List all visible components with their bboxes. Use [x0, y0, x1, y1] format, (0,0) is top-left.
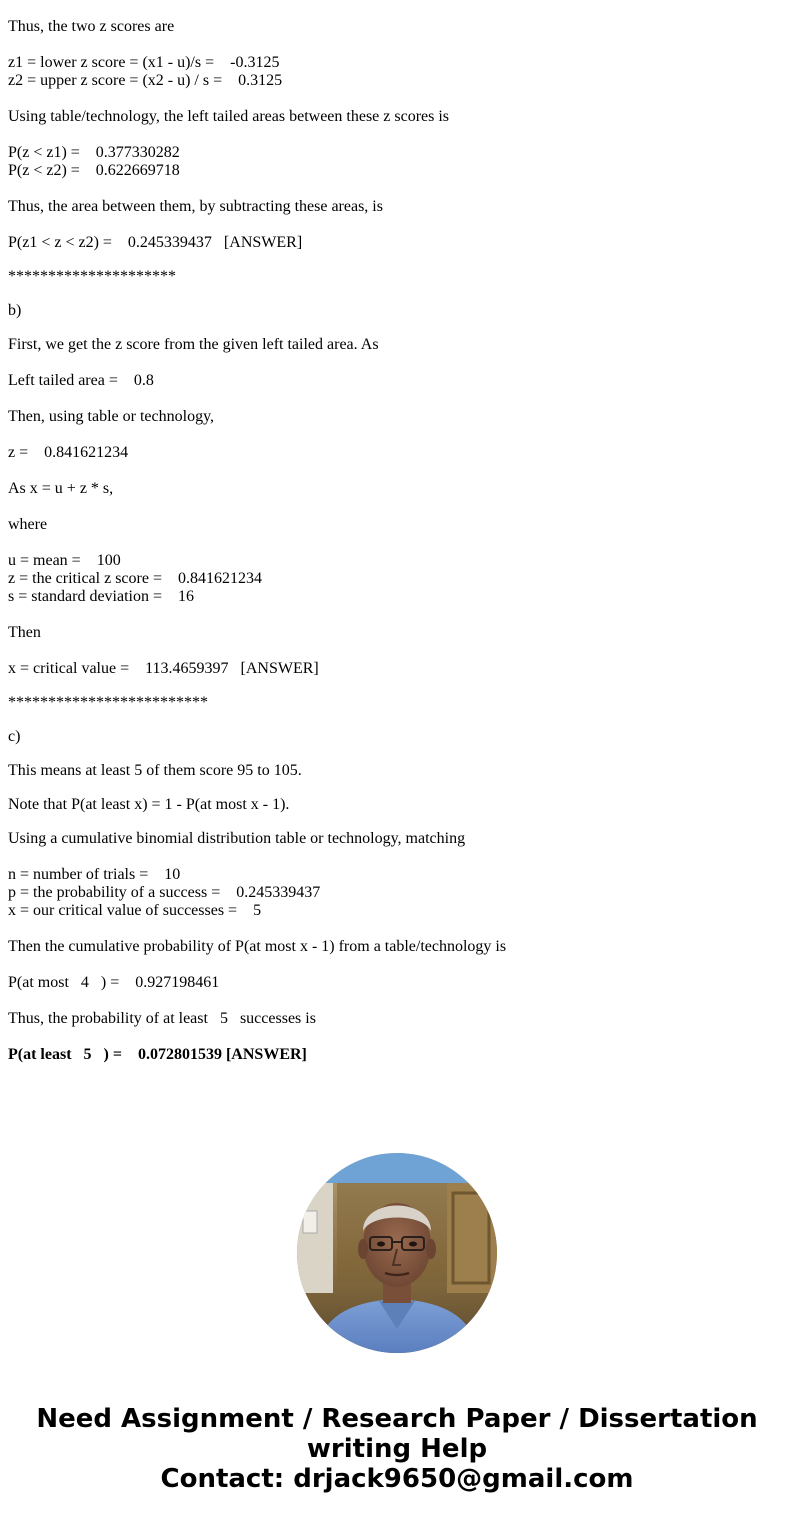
binomial-params-block	[8, 866, 778, 920]
thus-line: Thus, the probability of at least 5 successes is	[8, 1010, 316, 1027]
formula-block	[8, 480, 778, 498]
note-line: Note that P(at least x) = 1 - P(at most x - 1).	[8, 796, 290, 813]
part-b-intro-block	[8, 336, 778, 354]
cumulative-block	[8, 938, 778, 956]
mean-line: u = mean = 100	[8, 552, 121, 569]
trials-line: n = number of trials = 10	[8, 866, 181, 883]
table-intro-block	[8, 108, 778, 126]
variables-block	[8, 552, 778, 606]
at-most-block	[8, 974, 778, 992]
p1-line: P(z < z1) = 0.377330282	[8, 144, 180, 161]
part-c-label-block	[8, 728, 778, 746]
part-a-answer: P(z1 < z < z2) = 0.245339437 [ANSWER]	[8, 234, 303, 251]
cumulative-line: Then the cumulative probability of P(at most x - 1) from a table/technology is	[8, 938, 507, 955]
part-b-intro: First, we get the z score from the given left tailed area. As	[8, 336, 379, 353]
left-area-line: Left tailed area = 0.8	[8, 372, 154, 389]
note-block	[8, 796, 778, 814]
z1-line: z1 = lower z score = (x1 - u)/s = -0.3125	[8, 54, 280, 71]
part-a-separator-block	[8, 268, 778, 286]
left-areas-block	[8, 144, 778, 180]
then-block	[8, 624, 778, 642]
part-b-answer: x = critical value = 113.4659397 [ANSWER]	[8, 660, 319, 677]
part-a-intro-block	[8, 18, 778, 36]
using-line: Then, using table or technology,	[8, 408, 215, 425]
subtract-intro-block	[8, 198, 778, 216]
formula-line: As x = u + z * s,	[8, 480, 114, 497]
std-dev-line: s = standard deviation = 16	[8, 588, 195, 605]
left-area-block	[8, 372, 778, 390]
probability-line: p = the probability of a success = 0.245339437	[8, 884, 321, 901]
p2-line: P(z < z2) = 0.622669718	[8, 162, 180, 179]
where-block	[8, 516, 778, 534]
part-c-label: c)	[8, 728, 21, 745]
successes-line: x = our critical value of successes = 5	[8, 902, 262, 919]
subtract-intro: Thus, the area between them, by subtracting these areas, is	[8, 198, 383, 215]
z-block	[8, 444, 778, 462]
binomial-using-line: Using a cumulative binomial distribution table or technology, matching	[8, 830, 466, 847]
author-avatar	[297, 1153, 497, 1353]
separator: *************************	[8, 694, 208, 711]
z-scores-block	[8, 54, 778, 90]
part-a-answer-block	[8, 234, 778, 252]
solution-text	[8, 0, 778, 1082]
meaning-line: This means at least 5 of them score 95 to 105.	[8, 762, 302, 779]
part-c-answer-block	[8, 1046, 778, 1064]
promo-line-1: Need Assignment / Research Paper / Dissertation	[36, 1404, 758, 1434]
at-most-line: P(at most 4 ) = 0.927198461	[8, 974, 220, 991]
separator: *********************	[8, 268, 176, 285]
z2-line: z2 = upper z score = (x2 - u) / s = 0.3125	[8, 72, 283, 89]
part-b-separator-block	[8, 694, 778, 712]
part-c-answer: P(at least 5 ) = 0.072801539 [ANSWER]	[8, 1046, 307, 1063]
part-b-label: b)	[8, 302, 22, 319]
author-photo-icon	[297, 1153, 497, 1353]
z-line: z = 0.841621234	[8, 444, 129, 461]
part-a-intro: Thus, the two z scores are	[8, 18, 175, 35]
promo-line-2: writing Help	[306, 1434, 488, 1464]
where-line: where	[8, 516, 48, 533]
part-b-answer-block	[8, 660, 778, 678]
table-intro: Using table/technology, the left tailed areas between these z scores is	[8, 108, 450, 125]
binomial-using-block	[8, 830, 778, 848]
promo-banner	[0, 1404, 794, 1494]
then-line: Then	[8, 624, 41, 641]
thus-block	[8, 1010, 778, 1028]
using-block	[8, 408, 778, 426]
critical-z-line: z = the critical z score = 0.841621234	[8, 570, 262, 587]
promo-contact[interactable]: Contact: drjack9650@gmail.com	[160, 1464, 634, 1494]
part-b-label-block	[8, 302, 778, 320]
meaning-block	[8, 762, 778, 780]
